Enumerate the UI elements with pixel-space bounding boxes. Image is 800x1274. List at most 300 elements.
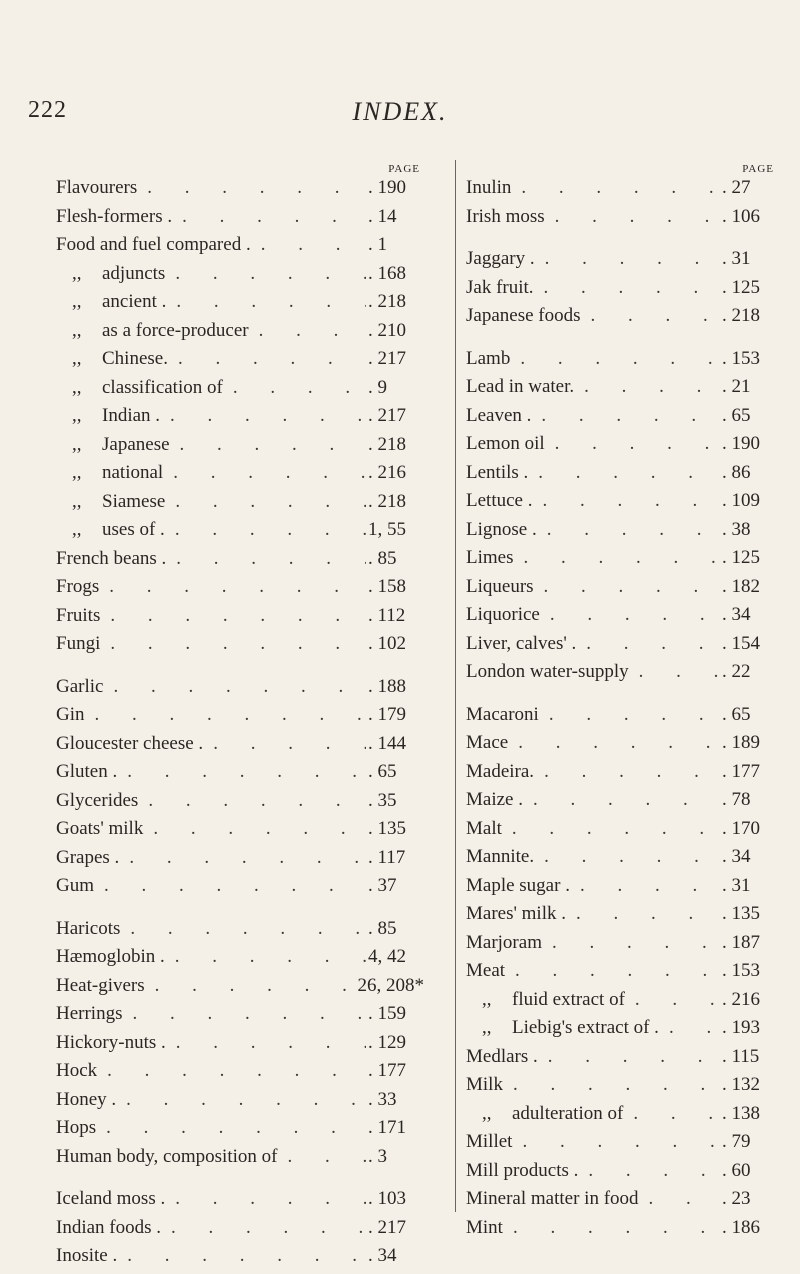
- dot-leader: [165, 491, 366, 513]
- index-entry: [56, 761, 424, 790]
- index-entry-term: [466, 704, 539, 726]
- index-entry-term: [466, 846, 534, 868]
- page-reference: . 135: [368, 818, 406, 839]
- index-entry-term: [466, 875, 570, 897]
- dot-leader: [161, 1217, 366, 1239]
- page-reference: . 31: [722, 248, 751, 269]
- page-reference: . 179: [368, 704, 406, 725]
- entry-label: Mineral matter in food: [466, 1188, 639, 1209]
- index-entry-term: [56, 1060, 97, 1082]
- page-reference: . 103: [368, 1188, 406, 1209]
- dot-leader: [117, 761, 366, 783]
- entry-label: as a force-producer: [102, 319, 249, 341]
- index-subentry-term: [466, 1103, 623, 1125]
- page-reference: . 106: [722, 205, 760, 227]
- page-reference: . 65: [368, 761, 397, 782]
- ditto-mark: ,,: [72, 519, 82, 540]
- dot-leader: [534, 576, 720, 598]
- dot-leader: [542, 932, 720, 954]
- dot-leader: [538, 1046, 720, 1068]
- entry-label: Limes: [466, 547, 514, 568]
- dot-leader: [502, 818, 720, 840]
- index-entry: [56, 946, 424, 975]
- page-reference: . 79: [722, 1131, 751, 1152]
- entry-label: Liver, calves' .: [466, 632, 577, 654]
- dot-leader: [249, 320, 366, 342]
- entry-label: Inulin: [466, 177, 512, 198]
- index-entry-term: [56, 790, 138, 812]
- index-entry: [466, 633, 778, 662]
- page-reference: . 102: [368, 633, 406, 654]
- page-reference: . 158: [368, 576, 406, 597]
- index-entry-term: [466, 732, 508, 754]
- page-reference: . 109: [722, 490, 760, 511]
- dot-leader: [503, 1074, 720, 1096]
- entry-label: Liquorice: [466, 604, 540, 625]
- entry-label: Gloucester cheese .: [56, 732, 204, 754]
- page-reference: . 129: [368, 1031, 406, 1053]
- index-entry: [56, 818, 424, 847]
- page-reference: . 1: [368, 234, 387, 255]
- entry-label: Garlic: [56, 675, 104, 697]
- index-entry-term: [56, 1245, 117, 1267]
- index-entry-term: [466, 376, 574, 398]
- dot-leader: [94, 875, 366, 897]
- index-entry: [56, 405, 424, 434]
- index-entry: [56, 676, 424, 705]
- entry-label: Fruits: [56, 604, 101, 626]
- index-entry-term: [466, 1188, 639, 1210]
- entry-label: Lemon oil: [466, 433, 545, 454]
- index-entry: [56, 491, 424, 520]
- index-entry: [56, 1217, 424, 1246]
- dot-leader: [165, 946, 366, 968]
- index-entry: [466, 405, 778, 434]
- page-reference: . 86: [722, 461, 751, 483]
- entry-label: Lamb: [466, 347, 511, 369]
- dot-leader: [566, 903, 720, 925]
- index-entry-term: [466, 932, 542, 954]
- index-entry: [466, 846, 778, 875]
- entry-label: Hock: [56, 1060, 98, 1081]
- index-entry-term: [56, 676, 103, 698]
- index-entry: [466, 433, 778, 462]
- entry-label: Food and fuel compared .: [56, 234, 251, 255]
- index-entry-term: [466, 1046, 538, 1068]
- page-reference: . 188: [368, 675, 406, 697]
- entry-label: ancient .: [102, 291, 167, 312]
- index-entry: [56, 975, 424, 1004]
- index-entry: [56, 177, 424, 206]
- index-entry-term: [56, 1089, 116, 1111]
- index-subentry-term: [56, 434, 170, 456]
- entry-label: Marjoram: [466, 931, 542, 953]
- entry-label: Gin: [56, 704, 85, 725]
- index-entry: [56, 875, 424, 904]
- dot-leader: [117, 1245, 366, 1267]
- entry-label: Maize .: [466, 789, 523, 810]
- page-reference: . 34: [722, 604, 751, 625]
- dot-leader: [523, 789, 720, 811]
- index-entry-term: [56, 177, 137, 199]
- page-reference: . 78: [722, 789, 751, 810]
- index-entry: [56, 1060, 424, 1089]
- entry-label: Lead in water.: [466, 376, 575, 397]
- index-entry: [466, 989, 778, 1018]
- entry-label: Herrings: [56, 1003, 123, 1024]
- ditto-mark: ,,: [72, 291, 82, 312]
- dot-leader: [570, 875, 720, 897]
- page-reference: . 125: [722, 276, 760, 298]
- ditto-mark: ,,: [72, 433, 82, 455]
- index-subentry-term: [56, 263, 165, 285]
- entry-label: Japanese foods: [466, 305, 581, 326]
- index-entry-term: [56, 704, 85, 726]
- dot-leader: [545, 206, 720, 228]
- index-entry: [466, 604, 778, 633]
- index-entry: [56, 633, 424, 662]
- entry-label: Iceland moss .: [56, 1188, 166, 1209]
- page-reference: . 125: [722, 547, 760, 568]
- index-entry-term: [466, 348, 510, 370]
- index-entry: [56, 576, 424, 605]
- dot-leader: [574, 376, 720, 398]
- entry-label: Gluten .: [56, 761, 118, 782]
- entry-label: Frogs: [56, 576, 100, 597]
- page-reference: . 218: [368, 433, 406, 455]
- entry-label: national: [102, 462, 164, 483]
- index-entry: [56, 1003, 424, 1032]
- index-entry: [56, 733, 424, 762]
- dot-leader: [528, 462, 720, 484]
- entry-label: Mace: [466, 732, 509, 753]
- index-entry: [56, 847, 424, 876]
- page-reference: . 182: [722, 575, 760, 597]
- entry-label: Hops: [56, 1117, 97, 1138]
- ditto-mark: ,,: [482, 1102, 492, 1124]
- entry-label: fluid extract of: [512, 988, 625, 1010]
- dot-leader: [659, 1017, 720, 1039]
- dot-leader: [166, 1032, 366, 1054]
- index-entry-term: [466, 903, 566, 925]
- page-reference: . 218: [368, 490, 406, 512]
- index-entry: [466, 732, 778, 761]
- dot-leader: [510, 348, 720, 370]
- dot-leader: [138, 790, 366, 812]
- index-entry-term: [466, 576, 534, 598]
- index-entry: [56, 1188, 424, 1217]
- page-reference: 4, 42: [368, 946, 406, 967]
- page-reference: . 38: [722, 518, 751, 540]
- dot-leader: [145, 975, 356, 997]
- page-reference: . 85: [368, 917, 397, 939]
- index-entry: [466, 1160, 778, 1189]
- entry-label: Grapes .: [56, 846, 120, 868]
- dot-leader: [119, 847, 366, 869]
- page-reference: . 218: [722, 305, 760, 326]
- page-reference: . 170: [722, 817, 760, 839]
- dot-leader: [623, 1103, 720, 1125]
- index-entry: [56, 1032, 424, 1061]
- dot-leader: [531, 405, 720, 427]
- dot-leader: [535, 248, 720, 270]
- index-entry: [466, 704, 778, 733]
- index-subentry-term: [56, 320, 249, 342]
- dot-leader: [203, 733, 366, 755]
- page-reference: . 216: [368, 462, 406, 483]
- index-entry-term: [56, 1188, 165, 1210]
- index-entry-term: [56, 733, 203, 755]
- page-reference: . 34: [722, 846, 751, 867]
- index-entry-term: [56, 1032, 166, 1054]
- page-reference: . 138: [722, 1102, 760, 1124]
- index-entry: [56, 462, 424, 491]
- ditto-mark: ,,: [72, 462, 82, 483]
- page-reference: . 217: [368, 405, 406, 426]
- dot-leader: [96, 1117, 366, 1139]
- index-entry-term: [56, 206, 172, 228]
- ditto-mark: ,,: [72, 376, 82, 398]
- entry-label: Lettuce .: [466, 490, 533, 511]
- entry-label: Lignose .: [466, 518, 537, 540]
- page-reference: . 189: [722, 732, 760, 753]
- index-entry-term: [466, 405, 531, 427]
- dot-leader: [137, 177, 366, 199]
- dot-leader: [172, 206, 366, 228]
- index-entry: [466, 818, 778, 847]
- entry-label: Gum: [56, 875, 94, 896]
- index-entry: [56, 1089, 424, 1118]
- dot-leader: [629, 661, 720, 683]
- column-divider: [455, 160, 456, 1212]
- page-reference: . 186: [722, 1216, 760, 1238]
- entry-label: Macaroni: [466, 703, 539, 725]
- index-entry-term: [466, 761, 534, 783]
- dot-leader: [625, 989, 720, 1011]
- dot-leader: [532, 490, 720, 512]
- index-entry: [56, 704, 424, 733]
- dot-leader: [120, 918, 366, 940]
- page-reference: . 153: [722, 347, 760, 369]
- dot-leader: [503, 1217, 720, 1239]
- index-entry-term: [466, 547, 514, 569]
- index-subentry-term: [466, 1017, 659, 1039]
- index-entry-term: [466, 248, 535, 270]
- index-entry: [466, 576, 778, 605]
- dot-leader: [223, 377, 366, 399]
- index-entry: [466, 1217, 778, 1246]
- index-entry: [466, 519, 778, 548]
- index-entry-term: [466, 177, 511, 199]
- page-reference: . 35: [368, 789, 397, 811]
- entry-label: Indian .: [102, 405, 161, 426]
- index-entry-term: [56, 1117, 96, 1139]
- index-entry-term: [466, 1160, 578, 1182]
- entry-label: uses of .: [102, 519, 165, 540]
- index-entry-term: [466, 960, 505, 982]
- index-subentry-term: [56, 491, 165, 513]
- dot-leader: [505, 960, 720, 982]
- index-entry: [466, 490, 778, 519]
- page-reference: . 144: [368, 732, 406, 754]
- entry-label: Fungi: [56, 633, 101, 654]
- dot-leader: [100, 605, 366, 627]
- entry-label: Goats' milk: [56, 818, 144, 839]
- index-entry: [56, 605, 424, 634]
- index-entry: [466, 1017, 778, 1046]
- entry-label: Madeira.: [466, 760, 535, 782]
- dot-leader: [116, 1089, 366, 1111]
- index-entry-term: [56, 576, 99, 598]
- dot-leader: [97, 1060, 366, 1082]
- entry-label: Heat-givers: [56, 974, 145, 996]
- index-entry: [466, 547, 778, 576]
- page-reference: . 218: [368, 291, 406, 312]
- page-column-heading: PAGE: [742, 163, 774, 175]
- entry-label: Indian foods .: [56, 1216, 162, 1238]
- dot-leader: [166, 548, 366, 570]
- page-reference: . 168: [368, 262, 406, 284]
- page-reference: . 60: [722, 1159, 751, 1181]
- index-entry-term: [466, 604, 540, 626]
- dot-leader: [514, 547, 721, 569]
- index-subentry-term: [56, 519, 165, 541]
- entry-label: Honey .: [56, 1088, 117, 1110]
- page-reference: . 33: [368, 1088, 397, 1110]
- ditto-mark: ,,: [72, 262, 82, 284]
- page-reference: . 23: [722, 1188, 751, 1209]
- page-reference: . 217: [368, 348, 406, 369]
- index-entry: [466, 206, 778, 235]
- index-subentry-term: [56, 405, 160, 427]
- page-reference: . 14: [368, 205, 397, 227]
- dot-leader: [99, 576, 366, 598]
- entry-label: Hickory-nuts .: [56, 1031, 166, 1053]
- dot-leader: [534, 761, 720, 783]
- page-reference: . 216: [722, 988, 760, 1010]
- index-entry: [466, 875, 778, 904]
- entry-label: Millet: [466, 1131, 513, 1152]
- entry-label: Leaven .: [466, 404, 532, 426]
- page-reference: 1, 55: [368, 519, 406, 540]
- index-entry-term: [56, 633, 100, 655]
- index-column-right: [466, 163, 778, 1245]
- index-entry: [466, 305, 778, 334]
- index-entry: [466, 932, 778, 961]
- entry-label: Maple sugar .: [466, 874, 570, 896]
- dot-leader: [576, 633, 720, 655]
- page-reference: . 135: [722, 903, 760, 924]
- index-entry: [56, 1117, 424, 1146]
- index-entry: [56, 548, 424, 577]
- index-entry-term: [466, 305, 581, 327]
- index-entry-term: [56, 234, 251, 256]
- dot-leader: [512, 1131, 720, 1153]
- page-reference: . 153: [722, 960, 760, 981]
- ditto-mark: ,,: [72, 405, 82, 426]
- page-reference: . 187: [722, 931, 760, 953]
- page-reference: . 217: [368, 1216, 406, 1238]
- dot-leader: [508, 732, 720, 754]
- entry-label: Siamese: [102, 490, 166, 512]
- entry-label: Meat: [466, 960, 506, 981]
- index-entry: [466, 789, 778, 818]
- index-entry-term: [466, 277, 534, 299]
- index-entry: [56, 918, 424, 947]
- page-reference: . 85: [368, 547, 397, 569]
- index-entry: [56, 434, 424, 463]
- entry-label: Flavourers: [56, 177, 138, 198]
- index-subentry-term: [56, 377, 223, 399]
- page-reference: . 65: [722, 703, 751, 725]
- dot-leader: [545, 433, 720, 455]
- index-entry-term: [466, 206, 545, 228]
- page-reference: . 177: [722, 760, 760, 782]
- index-entry: [56, 263, 424, 292]
- index-entry: [466, 960, 778, 989]
- index-entry: [56, 320, 424, 349]
- page-reference: . 190: [722, 433, 760, 454]
- index-entry: [466, 277, 778, 306]
- entry-label: Jaggary .: [466, 248, 535, 269]
- dot-leader: [170, 434, 366, 456]
- page-reference: . 27: [722, 177, 751, 198]
- entry-label: Jak fruit.: [466, 276, 534, 298]
- entry-label: London water-supply: [466, 661, 629, 682]
- entry-label: Medlars .: [466, 1045, 538, 1067]
- index-entry: [56, 1146, 424, 1175]
- index-entry: [466, 1074, 778, 1103]
- page-reference: . 31: [722, 874, 751, 896]
- dot-leader: [578, 1160, 720, 1182]
- dot-leader: [639, 1188, 720, 1210]
- page-reference: . 190: [368, 177, 406, 198]
- dot-leader: [539, 704, 720, 726]
- index-entry-term: [466, 490, 532, 512]
- page-header: [0, 97, 800, 137]
- ditto-mark: ,,: [482, 988, 492, 1010]
- page-reference: . 34: [368, 1245, 397, 1266]
- index-entry-term: [466, 433, 545, 455]
- index-entry-term: [56, 875, 94, 897]
- page-reference: . 21: [722, 376, 751, 397]
- index-entry: [56, 519, 424, 548]
- index-entry-term: [466, 633, 576, 655]
- index-entry-term: [56, 1146, 277, 1168]
- page-reference: . 3: [368, 1145, 387, 1167]
- entry-label: classification of: [102, 376, 223, 398]
- entry-label: Irish moss: [466, 205, 545, 227]
- index-entry-term: [466, 1074, 503, 1096]
- index-entry-term: [466, 789, 523, 811]
- index-entry-term: [466, 818, 502, 840]
- index-subentry-term: [56, 348, 168, 370]
- page-reference: . 177: [368, 1060, 406, 1081]
- index-entry-term: [56, 761, 117, 783]
- entry-label: Glycerides: [56, 789, 139, 811]
- index-entry: [466, 348, 778, 377]
- dot-leader: [100, 633, 366, 655]
- page-reference: . 154: [722, 632, 760, 654]
- dot-leader: [534, 846, 720, 868]
- page-reference: . 22: [722, 661, 751, 682]
- entry-label: adjuncts: [102, 262, 166, 284]
- entry-label: Flesh-formers .: [56, 205, 173, 227]
- page-reference: . 115: [722, 1045, 760, 1067]
- index-entry: [56, 206, 424, 235]
- index-entry: [466, 761, 778, 790]
- page-reference: 26, 208*: [357, 974, 424, 996]
